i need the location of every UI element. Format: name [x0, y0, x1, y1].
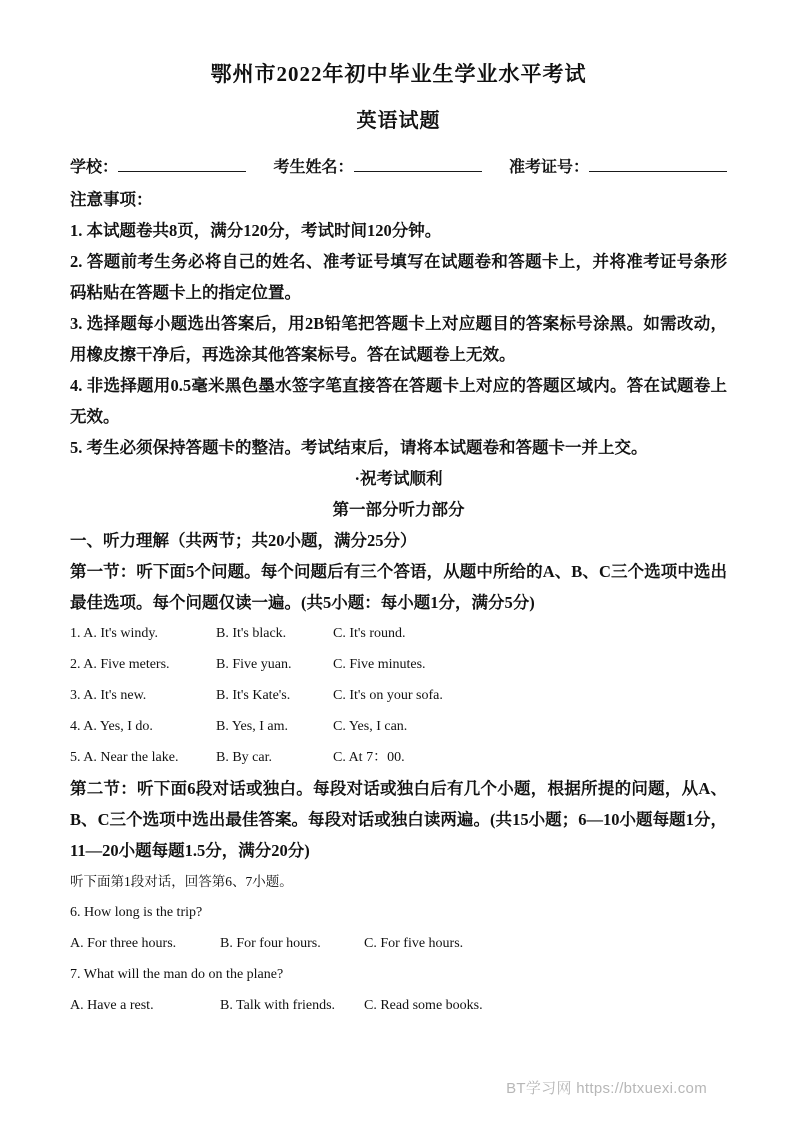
candidate-name-label: 考生姓名：	[273, 159, 354, 176]
listening-section-heading: 一、听力理解（共两节；共20小题，满分25分）	[70, 531, 417, 550]
subsection2-instructions: 第二节：听下面6段对话或独白。每段对话或独白后有几个小题，根据所提的问题，从A、B、C三个选项中选出最佳答案。每段对话或独白读两遍。(共15小题；6—10小题每题1分，11—20小题每题1.5分，满分20分)	[70, 779, 727, 860]
admission-number-label: 准考证号：	[508, 159, 589, 176]
question-2-option-a: 2. A. Five meters.	[70, 657, 170, 672]
question-6-options	[70, 928, 727, 959]
question-7-options	[70, 990, 727, 1021]
notice-item-4: 4. 非选择题用0.5毫米黑色墨水签字笔直接答在答题卡上对应的答题区域内。答在试题卷上无效。	[70, 376, 727, 426]
question-6-option-c: C. For five hours.	[364, 936, 464, 951]
question-6-option-b: B. For four hours.	[220, 936, 321, 951]
question-1-option-a: 1. A. It's windy.	[70, 626, 158, 641]
question-row-4	[70, 711, 727, 742]
question-2-option-b: B. Five yuan.	[216, 657, 292, 672]
question-row-1	[70, 618, 727, 649]
question-row-3	[70, 680, 727, 711]
question-row-2	[70, 649, 727, 680]
question-1-option-b: B. It's black.	[216, 626, 287, 641]
question-7-stem: 7. What will the man do on the plane?	[70, 967, 284, 982]
subsection1-instructions: 第一节：听下面5个问题。每个问题后有三个答语，从题中所给的A、B、C三个选项中选出最佳选项。每个问题仅读一遍。(共5小题：每小题1分，满分5分)	[70, 562, 727, 612]
question-3-option-b: B. It's Kate's.	[216, 688, 291, 703]
exam-title: 鄂州市2022年初中毕业生学业水平考试	[210, 62, 587, 86]
admission-number-field	[509, 154, 727, 177]
school-label: 学校：	[70, 159, 119, 176]
question-3-option-c: C. It's on your sofa.	[333, 688, 443, 703]
question-row-5	[70, 742, 727, 773]
notice-item-1: 1. 本试题卷共8页，满分120分，考试时间120分钟。	[70, 221, 442, 240]
school-field	[70, 154, 246, 177]
question-4-option-b: B. Yes, I am.	[216, 719, 288, 734]
question-7-option-b: B. Talk with friends.	[220, 998, 336, 1013]
question-2-option-c: C. Five minutes.	[333, 657, 426, 672]
question-6-stem: 6. How long is the trip?	[70, 905, 203, 920]
candidate-name-field	[273, 154, 481, 177]
question-1-option-c: C. It's round.	[333, 626, 406, 641]
question-4-option-a: 4. A. Yes, I do.	[70, 719, 153, 734]
notice-item-2: 2. 答题前考生务必将自己的姓名、准考证号填写在试题卷和答题卡上，并将准考证号条形码粘贴在答题卡上的指定位置。	[70, 252, 727, 302]
question-7-option-c: C. Read some books.	[364, 998, 483, 1013]
part1-heading: 第一部分听力部分	[332, 500, 465, 519]
admission-number-blank-line	[589, 157, 727, 172]
question-4-option-c: C. Yes, I can.	[333, 719, 408, 734]
question-3-option-a: 3. A. It's new.	[70, 688, 147, 703]
candidate-info-row	[70, 154, 727, 177]
exam-subject-title: 英语试题	[356, 110, 441, 132]
notice-item-5: 5. 考生必须保持答题卡的整洁。考试结束后，请将本试题卷和答题卡一并上交。	[70, 438, 648, 457]
candidate-name-blank-line	[354, 157, 482, 172]
notice-heading: 注意事项：	[70, 190, 153, 209]
exam-wish-line: ·祝考试顺利	[354, 469, 443, 488]
question-5-option-a: 5. A. Near the lake.	[70, 750, 179, 765]
watermark-text: BT学习网 https://btxuexi.com	[506, 1080, 707, 1097]
question-5-option-b: B. By car.	[216, 750, 272, 765]
exam-body	[70, 184, 727, 1021]
dialog1-instruction: 听下面第1段对话，回答第6、7小题。	[70, 874, 293, 889]
notice-item-3: 3. 选择题每小题选出答案后，用2B铅笔把答题卡上对应题目的答案标号涂黑。如需改动，用橡皮擦干净后，再选涂其他答案标号。答在试题卷上无效。	[70, 314, 727, 364]
question-6-option-a: A. For three hours.	[70, 936, 177, 951]
question-5-option-c: C. At 7：00.	[333, 750, 405, 765]
school-blank-line	[118, 157, 246, 172]
question-7-option-a: A. Have a rest.	[70, 998, 154, 1013]
